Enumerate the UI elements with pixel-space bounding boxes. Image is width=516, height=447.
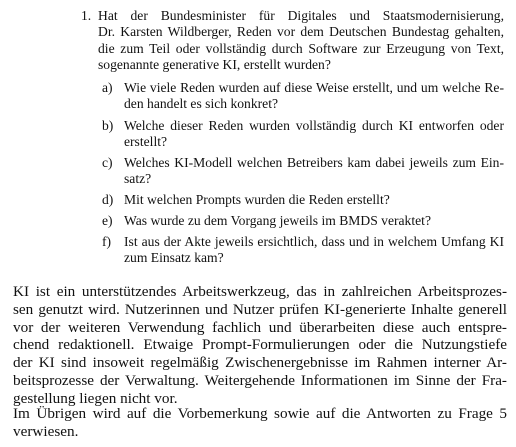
subquestion-letter: d): [102, 192, 114, 207]
subquestion-text: [124, 155, 504, 188]
subquestion-line: erstellt?: [124, 134, 168, 150]
answer-line: gestellung liegen nicht vor.: [13, 389, 178, 407]
answer-line: KI ist ein unterstützendes Arbeitswerkzeug, das in zahlreichen Arbeitsprozes-: [13, 283, 507, 300]
answer-line: Im Übrigen wird auf die Vorbemerkung sowie auf die Antworten zu Frage 5: [13, 405, 507, 422]
subquestion-text: [124, 118, 504, 151]
subquestion-letter: f): [102, 234, 112, 249]
subquestion-text: [124, 192, 504, 208]
subquestion-text: [124, 213, 504, 229]
subquestion-line: Welches KI-Modell welchen Betreibers kam dabei jeweils zum Ein-: [124, 155, 504, 170]
question-number: 1.: [81, 8, 92, 23]
answer-paragraph-2: [13, 405, 507, 441]
subquestion-line: Mit welchen Prompts wurden die Reden erstellt?: [124, 192, 390, 207]
answer-line: der KI sind insoweit regelmäßig Zwischenergebnisse im Rahmen interner Ar-: [13, 354, 507, 372]
subquestion-letter: e): [102, 213, 113, 228]
answer-line: beitsprozesse der Verwaltung. Weitergehende Informationen im Sinne der Fra-: [13, 371, 507, 389]
question-line: die zum Teil oder vollständig durch Software zur Erzeugung von Text,: [98, 40, 504, 56]
question-text: [98, 8, 504, 74]
subquestion-letter: b): [102, 118, 114, 133]
subquestion-line: Was wurde zu dem Vorgang jeweils im BMDS veraktet?: [124, 213, 431, 228]
subquestion-line: Wie viele Reden wurden auf diese Weise erstellt, und um welche Re-: [124, 80, 504, 95]
subquestion-text: [124, 234, 504, 267]
subquestion-letter: a): [102, 80, 113, 95]
answer-line: chend redaktionell. Etwaige Prompt-Formulierungen oder die Nutzungstiefe: [13, 336, 507, 354]
answer-line: vor der weiteren Verwendung fachlich und überarbeiten diese auch entspre-: [13, 318, 507, 336]
subquestion-line: zum Einsatz kam?: [124, 250, 224, 266]
subquestion-line: Welche dieser Reden wurden vollständig durch KI entworfen oder: [124, 118, 504, 133]
subquestion-line: satz?: [124, 171, 152, 187]
answer-line: verwiesen.: [13, 422, 79, 440]
question-line: Hat der Bundesminister für Digitales und Staatsmodernisierung,: [98, 8, 504, 23]
subquestion-line: den handelt es sich konkret?: [124, 96, 279, 112]
subquestion-text: [124, 80, 504, 113]
question-line: Dr. Karsten Wildberger, Reden vor dem Deutschen Bundestag gehalten,: [98, 24, 504, 40]
answer-line: sen genutzt wird. Nutzerinnen und Nutzer prüfen KI-generierte Inhalte generell: [13, 300, 507, 318]
subquestion-line: Ist aus der Akte jeweils ersichtlich, dass und in welchem Umfang KI: [124, 234, 504, 249]
question-line: sogenannte generative KI, erstellt wurden?: [98, 57, 331, 73]
subquestion-letter: c): [102, 155, 113, 170]
answer-paragraph-1: [13, 283, 507, 408]
